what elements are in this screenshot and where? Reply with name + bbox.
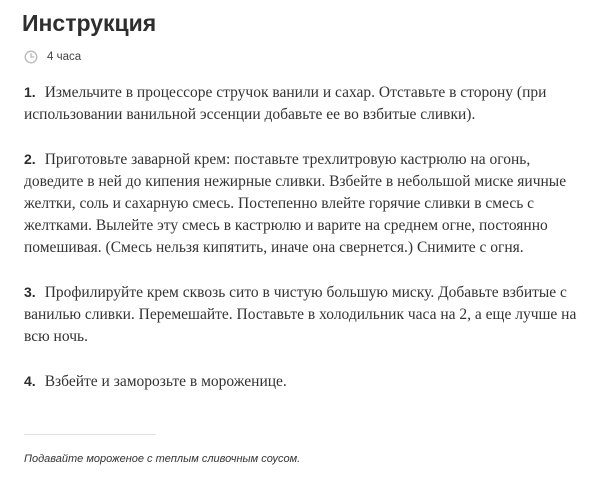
instruction-steps bbox=[24, 81, 590, 415]
step-text: Приготовьте заварной крем: поставьте трехлитровую кастрюлю на огонь, доведите в ней до кипения нежирные сливки. Взбейте в небольшой миске яичные желтки, соль и сахарную смесь. Постепенно влейте горячие сливки в смесь с желтками. Вылейте эту смесь в кастрюлю и варите на среднем огне, постоянно помешивая. (Смесь нельзя кипятить, иначе она свернется.) Снимите с огня. bbox=[24, 151, 567, 256]
instruction-step-4 bbox=[24, 370, 590, 393]
step-number: 4. bbox=[24, 373, 36, 389]
cooking-time bbox=[24, 49, 81, 65]
serving-note: Подавайте мороженое с теплым сливочным соусом. bbox=[24, 453, 301, 465]
step-text: Измельчите в процессоре стручок ванили и сахар. Отставьте в сторону (при использовании ванильной эссенции добавьте ее во взбитые сливки). bbox=[24, 84, 547, 123]
divider bbox=[24, 434, 156, 435]
step-text: Профилируйте крем сквозь сито в чистую большую миску. Добавьте взбитые с ванилью сливки. Перемешайте. Поставьте в холодильник часа на 2, а еще лучше на всю ночь. bbox=[24, 284, 577, 345]
instruction-step-2 bbox=[24, 148, 590, 259]
step-text: Взбейте и заморозьте в мороженице. bbox=[44, 373, 287, 390]
clock-icon bbox=[24, 50, 38, 64]
instruction-step-3 bbox=[24, 281, 590, 348]
page-title: Инструкция bbox=[22, 10, 157, 36]
cooking-time-text: 4 часа bbox=[47, 51, 82, 63]
step-number: 3. bbox=[24, 284, 36, 300]
instruction-step-1 bbox=[24, 81, 590, 126]
step-number: 2. bbox=[24, 151, 36, 167]
step-number: 1. bbox=[24, 84, 36, 100]
